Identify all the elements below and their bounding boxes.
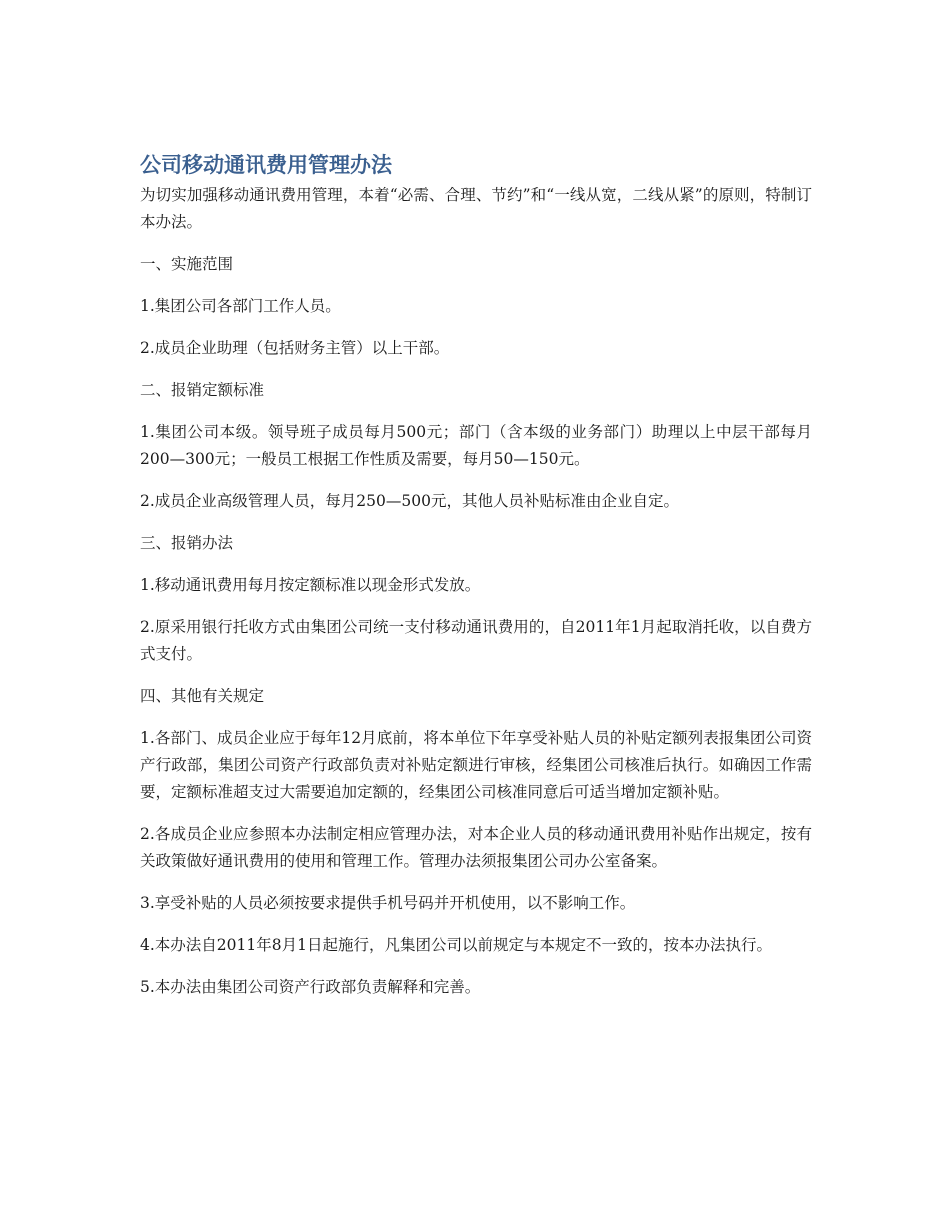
method-item-2: 2.原采用银行托收方式由集团公司统一支付移动通讯费用的，自2011年1月起取消托收，以自费方式支付。 — [140, 618, 812, 663]
section-heading-scope: 一、实施范围 — [140, 255, 234, 273]
intro-paragraph: 为切实加强移动通讯费用管理，本着“必需、合理、节约”和“一线从宽，二线从紧”的原则，特制订本办法。 — [140, 186, 812, 231]
other-item-1: 1.各部门、成员企业应于每年12月底前，将本单位下年享受补贴人员的补贴定额列表报集团公司资产行政部，集团公司资产行政部负责对补贴定额进行审核，经集团公司核准后执行。如确因工作需要，定额标准超支过大需要追加定额的，经集团公司核准同意后可适当增加定额补贴。 — [140, 729, 812, 801]
section-heading-standards: 二、报销定额标准 — [140, 381, 265, 399]
scope-item-1: 1.集团公司各部门工作人员。 — [140, 297, 341, 315]
other-item-2: 2.各成员企业应参照本办法制定相应管理办法，对本企业人员的移动通讯费用补贴作出规定，按有关政策做好通讯费用的使用和管理工作。管理办法须报集团公司办公室备案。 — [140, 825, 812, 870]
standards-item-1: 1.集团公司本级。领导班子成员每月500元；部门（含本级的业务部门）助理以上中层干部每月200—300元；一般员工根据工作性质及需要，每月50—150元。 — [140, 423, 812, 468]
document-page — [140, 150, 812, 1016]
other-item-4: 4.本办法自2011年8月1日起施行，凡集团公司以前规定与本规定不一致的，按本办法执行。 — [140, 936, 772, 954]
section-heading-other: 四、其他有关规定 — [140, 687, 265, 705]
standards-item-2: 2.成员企业高级管理人员，每月250—500元，其他人员补贴标准由企业自定。 — [140, 492, 679, 510]
other-item-3: 3.享受补贴的人员必须按要求提供手机号码并开机使用，以不影响工作。 — [140, 894, 636, 912]
method-item-1: 1.移动通讯费用每月按定额标准以现金形式发放。 — [140, 576, 481, 594]
scope-item-2: 2.成员企业助理（包括财务主管）以上干部。 — [140, 339, 450, 357]
document-title: 公司移动通讯费用管理办法 — [140, 153, 392, 177]
section-heading-method: 三、报销办法 — [140, 534, 234, 552]
other-item-5: 5.本办法由集团公司资产行政部负责解释和完善。 — [140, 978, 481, 996]
